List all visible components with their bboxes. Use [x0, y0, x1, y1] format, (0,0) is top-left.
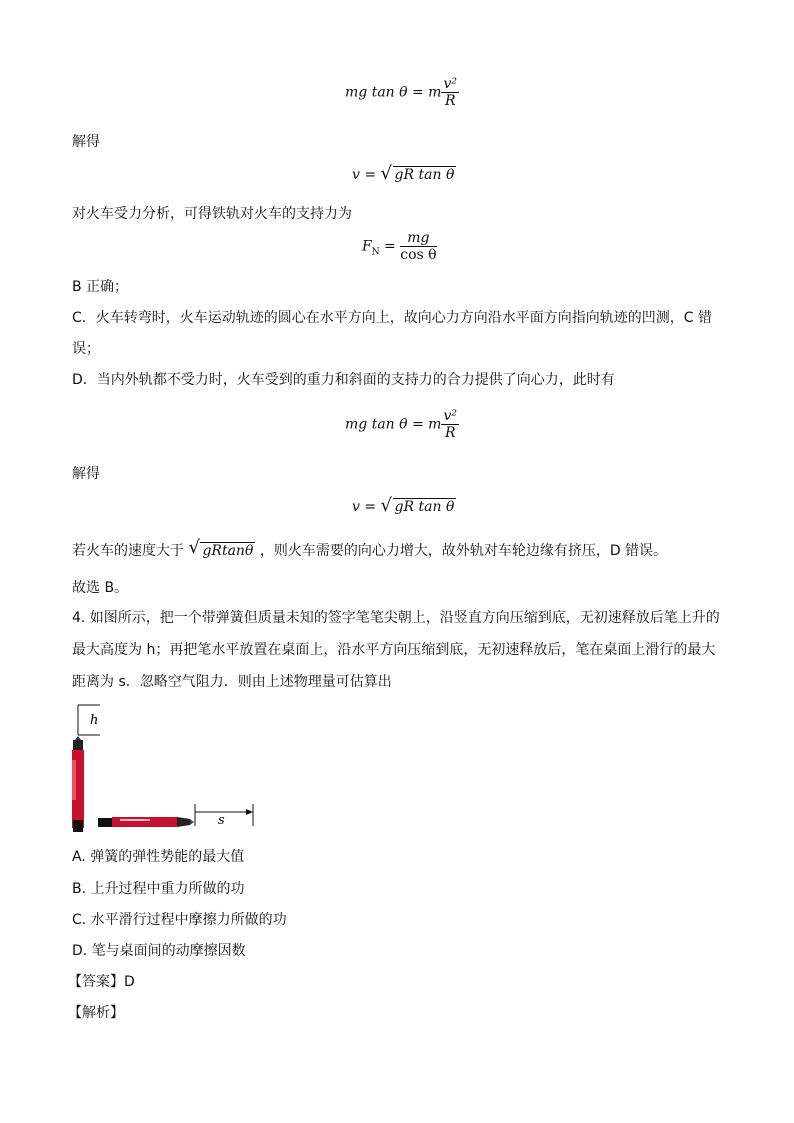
answer-line — [68, 973, 135, 991]
equation-4: mg tan θ = m $\frac{\text{v²}}{R}$ — [345, 408, 457, 441]
speed-condition-text: 若火车的速度大于 √ gRtanθ ，则火车需要的向心力增大，故外轨对车轮边缘有挤压，D 错误。 — [72, 537, 668, 559]
option-b[interactable]: B. 上升过程中重力所做的功 — [72, 881, 245, 897]
sqrt-sign: √ gR tan θ — [380, 163, 455, 184]
option-a[interactable]: A. 弹簧的弹性势能的最大值 — [72, 849, 245, 865]
equation-1-lhs: mg tan θ = m — [345, 84, 442, 101]
distance-label: s — [218, 813, 225, 828]
equation-3: $F_N$ = $\frac{mg}{\text{cos θ}}$ — [362, 230, 437, 263]
choose-answer-text: 故选 B。 — [72, 580, 129, 596]
vertical-pen — [72, 736, 84, 832]
answer-value: D — [124, 974, 135, 990]
b-correct-text: B 正确； — [72, 279, 129, 295]
height-label: h — [90, 713, 99, 728]
option-d-explanation: D．当内外轨都不受力时，火车受到的重力和斜面的支持力的合力提供了向心力，此时有 — [72, 372, 615, 388]
question-4-line2: 最大高度为 h；再把笔水平放置在桌面上，沿水平方向压缩到底，无初速释放后，笔在桌面上滑行的最大 — [72, 642, 716, 658]
answer-label: 【答案】 — [68, 974, 124, 990]
horizontal-pen — [98, 817, 194, 827]
solve-text-1: 解得 — [72, 134, 100, 150]
option-c-explanation-line1: C．火车转弯时，火车运动轨迹的圆心在水平方向上，故向心力方向沿水平面方向指向轨迹的凹测，C 错 — [72, 310, 712, 326]
option-d[interactable]: D. 笔与桌面间的动摩擦因数 — [72, 943, 246, 959]
equation-1 — [345, 76, 459, 109]
pen-spring-figure — [70, 700, 260, 835]
question-4-line3: 距离为 s．忽略空气阻力．则由上述物理量可估算出 — [72, 674, 392, 690]
solve-text-2: 解得 — [72, 466, 100, 482]
analysis-label: 【解析】 — [68, 1005, 124, 1021]
equation-5: v = √ gR tan θ — [352, 495, 455, 516]
question-4-line1: 4. 如图所示，把一个带弹簧但质量未知的签字笔笔尖朝上，沿竖直方向压缩到底，无初速释放后笔上升的 — [72, 610, 720, 626]
option-c[interactable]: C. 水平滑行过程中摩擦力所做的功 — [72, 912, 287, 928]
equation-2: v = √ gR tan θ — [352, 163, 455, 184]
force-analysis-text: 对火车受力分析，可得铁轨对火车的支持力为 — [72, 206, 352, 222]
option-c-explanation-line2: 误； — [72, 341, 100, 357]
equation-1-fraction: $\frac{\text{v²}}{R}$ — [443, 76, 457, 109]
